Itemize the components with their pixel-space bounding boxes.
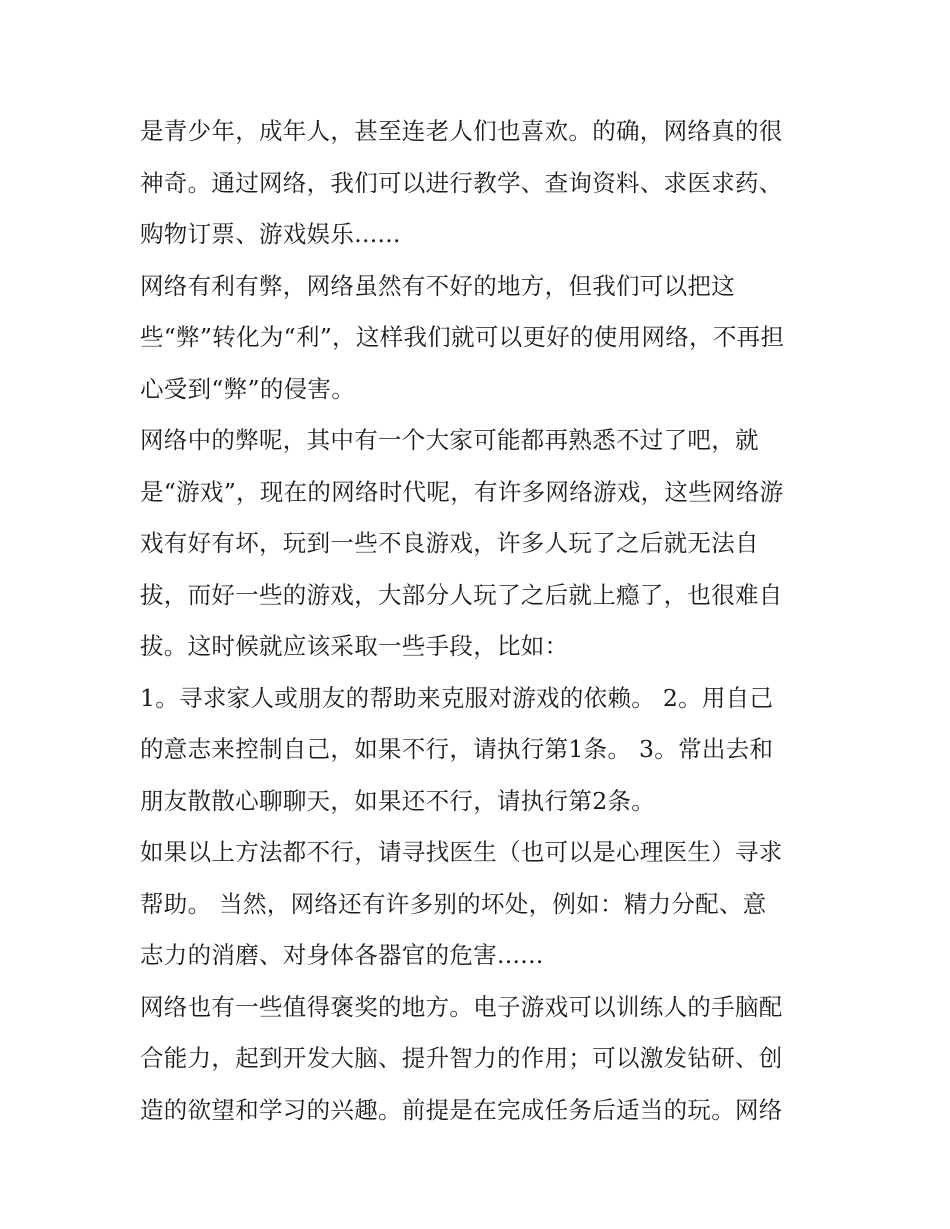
text-line: 朋友散散心聊聊天，如果还不行，请执行第2条。 xyxy=(140,786,656,815)
text-line: 的意志来控制自己，如果不行，请执行第1条。 3。常出去和 xyxy=(140,735,774,763)
text-line: 拔。这时候就应该采取一些手段，比如： xyxy=(140,632,569,660)
text-line: 神奇。通过网络，我们可以进行教学、查询资料、求医求药、 xyxy=(140,168,783,197)
text-line: 合能力，起到开发大脑、提升智力的作用；可以激发钻研、创 xyxy=(140,1044,783,1072)
text-line: 网络中的弊呢，其中有一个大家可能都再熟悉不过了吧，就 xyxy=(140,426,759,454)
text-line: 志力的消磨、对身体各器官的危害...... xyxy=(140,941,544,969)
text-line: 帮助。 当然，网络还有许多别的坏处，例如：精力分配、意 xyxy=(140,889,767,918)
text-line: 是青少年，成年人，甚至连老人们也喜欢。的确，网络真的很 xyxy=(140,117,783,145)
text-line: 如果以上方法都不行，请寻找医生（也可以是心理医生）寻求 xyxy=(140,838,783,866)
text-line: 心受到“弊”的侵害。 xyxy=(140,374,356,403)
text-line: 购物订票、游戏娱乐...... xyxy=(140,220,401,248)
text-line: 些“弊”转化为“利”，这样我们就可以更好的使用网络，不再担 xyxy=(140,323,785,351)
text-line: 拔，而好一些的游戏，大部分人玩了之后就上瘾了，也很难自 xyxy=(140,580,783,609)
text-line: 造的欲望和学习的兴趣。前提是在完成任务后适当的玩。网络 xyxy=(140,1095,783,1124)
text-line: 网络有利有弊，网络虽然有不好的地方，但我们可以把这 xyxy=(140,271,735,300)
document-body xyxy=(140,106,820,1136)
text-line: 1。寻求家人或朋友的帮助来克服对游戏的依赖。 2。用自己 xyxy=(140,683,774,712)
text-line: 是“游戏”，现在的网络时代呢，有许多网络游戏，这些网络游 xyxy=(140,477,784,506)
text-line: 网络也有一些值得褒奖的地方。电子游戏可以训练人的手脑配 xyxy=(140,992,783,1021)
text-line: 戏有好有坏，玩到一些不良游戏，许多人玩了之后就无法自 xyxy=(140,529,759,557)
